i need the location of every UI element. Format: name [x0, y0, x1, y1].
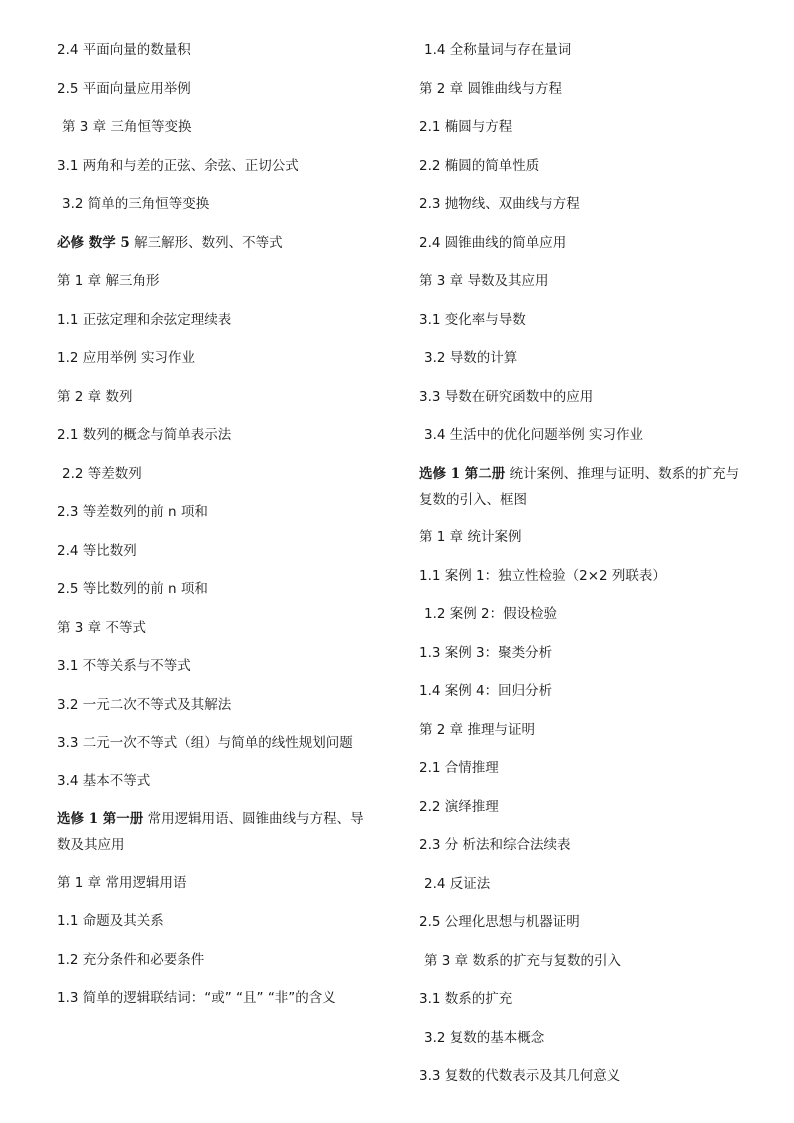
toc-entry [57, 538, 377, 564]
book-heading [419, 461, 749, 513]
entry-text: 第 1 章 解三角形 [57, 273, 160, 289]
entry-text: 1.1 案例 1：独立性检验（2×2 列联表） [419, 567, 666, 584]
entry-text: 2.1 数列的概念与简单表示法 [57, 427, 232, 443]
entry-text: 3.4 基本不等式 [57, 772, 151, 789]
toc-entry [419, 678, 749, 704]
entry-text: 3.2 简单的三角恒等变换 [62, 196, 210, 212]
entry-text: 1.2 案例 2：假设检验 [424, 606, 558, 622]
toc-entry [57, 730, 377, 756]
book-description: 解三解形、数列、不等式 [129, 234, 283, 251]
chapter-heading [57, 615, 377, 641]
toc-entry [419, 114, 749, 140]
entry-text: 1.3 案例 3：聚类分析 [419, 644, 553, 661]
chapter-heading [419, 76, 749, 102]
entry-text: 1.4 案例 4：回归分析 [419, 683, 553, 699]
toc-entry [57, 37, 377, 63]
entry-text: 第 2 章 推理与证明 [419, 721, 535, 738]
chapter-heading [57, 114, 377, 140]
toc-entry [419, 794, 749, 820]
toc-entry [419, 422, 749, 448]
entry-text: 2.2 演绎推理 [419, 798, 499, 815]
chapter-heading [57, 268, 377, 294]
entry-text: 3.2 复数的基本概念 [424, 1029, 545, 1046]
entry-text: 2.3 抛物线、双曲线与方程 [419, 196, 580, 212]
entry-text: 3.1 不等关系与不等式 [57, 658, 191, 674]
toc-entry [57, 947, 377, 973]
toc-entry [419, 191, 749, 217]
chapter-heading [57, 384, 377, 410]
book-description: 常用逻辑用语、圆锥曲线与方程、导数及其应用 [57, 811, 364, 853]
entry-text: 1.2 应用举例 实习作业 [57, 350, 196, 366]
toc-entry [419, 871, 749, 897]
toc-entry [419, 1025, 749, 1051]
entry-text: 2.2 椭圆的简单性质 [419, 157, 540, 174]
toc-entry [419, 909, 749, 935]
toc-entry [57, 908, 377, 934]
entry-text: 1.1 正弦定理和余弦定理续表 [57, 311, 232, 328]
book-description: 统计案例、推理与证明、数系的扩充与复数的引入、框图 [419, 465, 740, 508]
entry-text: 1.1 命题及其关系 [57, 913, 164, 929]
toc-entry [419, 1063, 749, 1089]
entry-text: 2.5 平面向量应用举例 [57, 80, 191, 97]
toc-entry [57, 307, 377, 333]
toc-entry [57, 768, 377, 794]
entry-text: 2.4 等比数列 [57, 542, 137, 559]
entry-text: 2.2 等差数列 [62, 465, 142, 482]
entry-text: 第 2 章 数列 [57, 388, 133, 405]
toc-entry [419, 384, 749, 410]
book-title: 必修 数学 5 [57, 234, 130, 251]
toc-entry [57, 76, 377, 102]
entry-text: 3.1 数系的扩充 [419, 991, 513, 1007]
book-title: 选修 1 第一册 [57, 811, 144, 827]
toc-entry [57, 653, 377, 679]
entry-text: 1.3 简单的逻辑联结词：“或” “且” “非”的含义 [57, 990, 336, 1006]
book-heading [57, 230, 377, 256]
toc-entry [57, 345, 377, 371]
toc-entry [57, 422, 377, 448]
entry-text: 第 3 章 不等式 [57, 619, 146, 636]
entry-text: 2.1 椭圆与方程 [419, 119, 513, 135]
toc-entry [419, 37, 749, 63]
entry-text: 3.1 两角和与差的正弦、余弦、正切公式 [57, 157, 299, 174]
chapter-heading [419, 717, 749, 743]
entry-text: 2.5 等比数列的前 n 项和 [57, 581, 208, 597]
toc-entry [57, 499, 377, 525]
entry-text: 2.4 圆锥曲线的简单应用 [419, 234, 567, 251]
entry-text: 第 2 章 圆锥曲线与方程 [419, 80, 562, 97]
toc-entry [419, 832, 749, 858]
toc-entry [57, 191, 377, 217]
toc-entry [419, 601, 749, 627]
book-title: 选修 1 第二册 [419, 465, 506, 482]
chapter-heading [419, 268, 749, 294]
chapter-heading [419, 524, 749, 550]
toc-entry [57, 153, 377, 179]
entry-text: 3.3 导数在研究函数中的应用 [419, 388, 594, 405]
entry-text: 2.4 平面向量的数量积 [57, 42, 191, 58]
entry-text: 3.3 复数的代数表示及其几何意义 [419, 1068, 621, 1084]
entry-text: 3.2 导数的计算 [424, 350, 518, 366]
entry-text: 第 1 章 统计案例 [419, 529, 522, 545]
toc-entry [419, 345, 749, 371]
entry-text: 3.3 二元一次不等式（组）与简单的线性规划问题 [57, 735, 353, 751]
toc-entry [419, 640, 749, 666]
entry-text: 2.5 公理化思想与机器证明 [419, 914, 580, 930]
right-column [419, 37, 749, 1102]
entry-text: 3.1 变化率与导数 [419, 311, 526, 328]
toc-entry [57, 692, 377, 718]
entry-text: 1.2 充分条件和必要条件 [57, 951, 205, 968]
toc-entry [419, 153, 749, 179]
toc-entry [57, 576, 377, 602]
entry-text: 2.1 合情推理 [419, 760, 499, 776]
entry-text: 3.4 生活中的优化问题举例 实习作业 [424, 427, 644, 443]
entry-text: 第 3 章 三角恒等变换 [62, 119, 192, 135]
chapter-heading [419, 948, 749, 974]
toc-entry [419, 230, 749, 256]
entry-text: 第 3 章 导数及其应用 [419, 273, 549, 289]
entry-text: 2.4 反证法 [424, 875, 491, 892]
toc-entry [419, 307, 749, 333]
toc-entry [419, 755, 749, 781]
entry-text: 2.3 等差数列的前 n 项和 [57, 504, 208, 520]
toc-entry [57, 461, 377, 487]
toc-entry [419, 986, 749, 1012]
left-column [57, 37, 377, 1023]
entry-text: 第 1 章 常用逻辑用语 [57, 874, 187, 891]
book-heading [57, 806, 377, 858]
toc-entry [419, 563, 749, 589]
entry-text: 3.2 一元二次不等式及其解法 [57, 696, 232, 713]
toc-entry [57, 985, 377, 1011]
entry-text: 1.4 全称量词与存在量词 [424, 42, 572, 58]
entry-text: 第 3 章 数系的扩充与复数的引入 [424, 952, 621, 969]
chapter-heading [57, 870, 377, 896]
entry-text: 2.3 分 析法和综合法续表 [419, 837, 571, 853]
